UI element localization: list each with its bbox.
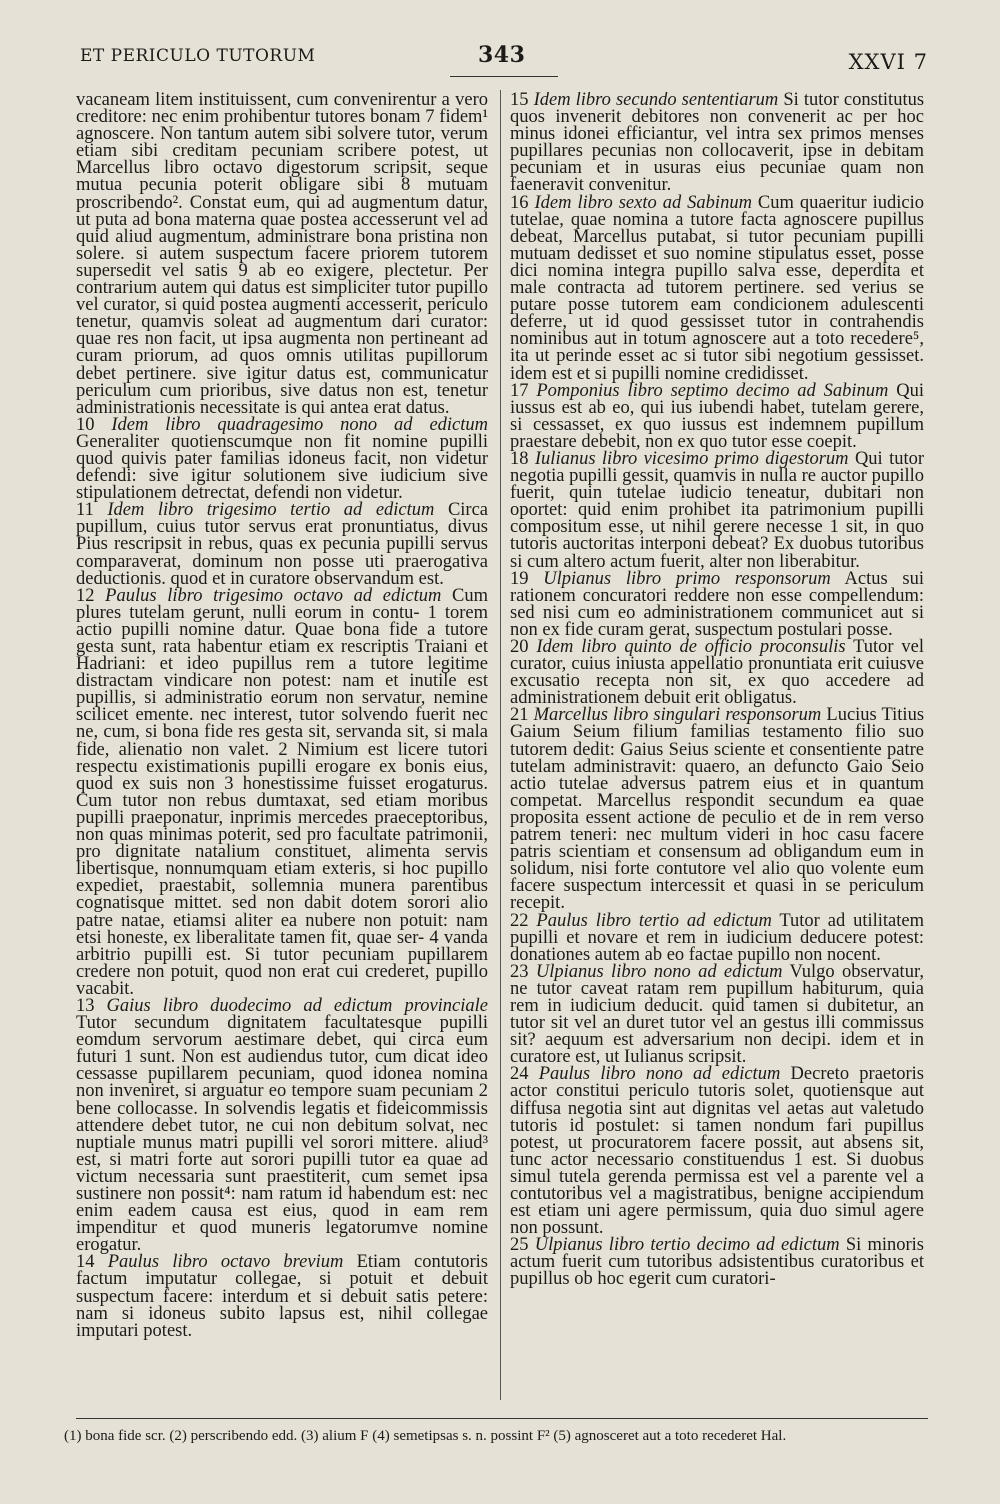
- fragment-inscription: Marcellus libro singulari responsorum: [533, 705, 822, 726]
- fragment-inscription: Paulus libro tertio ad edictum: [536, 910, 772, 931]
- fragment-entry: [76, 414, 488, 504]
- fragment-inscription: Paulus libro nono ad edictum: [538, 1064, 781, 1085]
- fragment-text: Tutor secundum dignitatem facultatesque pupilli eomdum servorum aestimare debet, qui circa eum futuri 1 sunt. Non est audiendus tutor, cum dicat ideo cessasse pupillarem pecuniam, quod idonea nomina non inveniret, si arguatur eo tempore suam pecuniam 2 bene collocasse. In solvendis legatis et fideicommissis attendere debet tutor, ne cui non debitum solvat, nec nuptiale munus matri pupilli vel sorori mittere. aliud³ est, si matri forte aut sorori pupilli tutor ea quae ad victum necessaria sunt praestiterit, cum semet ipsa sustinere non possit⁴: nam ratum id habendum est: nec enim eadem causa est eius, quod in eam rem impenditur et quod muneris legatorumve nomine erogatur.: [76, 1013, 488, 1256]
- fragment-entry: [510, 380, 924, 452]
- fragment-text: Decreto praetoris actor constitui periculo tutoris solet, quotiensque aut diffusa negotia sint aut dignitas vel aetas aut valetudo tutoris id postulet: si tamen nondum fari pupillus potest, ut procuratorem facere possit, aut absens sit, tunc actor necessario constituendus 1 est. Si duobus simul tutela gerenda permissa est vel a parente vel a contutoribus vel a magistratibus, benigne accipiendum est etiam uni agere permissum, quia duo simul agere non possunt.: [510, 1064, 924, 1239]
- fragment-number: 13: [76, 995, 95, 1016]
- fragment-number: 11: [76, 500, 94, 521]
- fragment-inscription: Ulpianus libro primo responsorum: [543, 568, 831, 589]
- fragment-entry: [76, 585, 488, 999]
- fragment-text: Cum quaeritur iudicio tutelae, quae nomina a tutore facta agnoscere pupillus debeat, Marcellus putabat, si tutor pecuniam pupilli mutuam dedisset et suo nomine stipulatus esset, posse dici nomina integra pupillo salva esse, deperdita et male contracta ad tutorem pertinere. sed verius se putare posse tutorem eam condicionem adulescenti deferre, ut id quod gessisset tutor in contrahendis nominibus aut in totum agnoscere aut a toto recedere⁵, ita ut perinde esset ac si tutor sibi negotium gessisset. idem est et si pupilli nomine credidisset.: [510, 192, 924, 384]
- fragment-number: 21: [510, 705, 529, 726]
- fragment-inscription: Iulianus libro vicesimo primo digestorum: [534, 448, 849, 469]
- fragment-number: 22: [510, 910, 529, 931]
- fragment-number: 12: [76, 585, 95, 606]
- fragment-number: 20: [510, 637, 529, 657]
- left-entries: [76, 414, 488, 1341]
- fragment-entry: [510, 910, 924, 965]
- fragment-inscription: Paulus libro octavo brevium: [107, 1252, 344, 1273]
- fragment-text: Cum plures tutelam gerunt, nulli eorum in contu- 1 torem actio pupilli nomine datur. Quae bona fide a tutore gesta sunt, rata habentur etiam ex rescriptis Traiani et Hadriani: et ideo pupillus rem a tutore legitime distractam vindicare non potest: nam et inutile est pupillis, si administratio eorum non servatur, nemine scilicet emente. nec interest, tutor solvendo fuerit nec ne, cum, si bona fide res gesta sit, servanda sit, si mala fide, alienatio non valet. 2 Nimium est licere tutori respectu existimationis pupilli erogare ex bonis eius, quod ex suis non 3 honestissime fuisset erogaturus. Cum tutor non rebus dumtaxat, sed etiam moribus pupilli praeponatur, inprimis mercedes praeceptoribus, non quas minimas poterit, sed pro facultate patrimonii, pro dignitate natalium constituet, alimenta servis libertisque, nonnumquam etiam exteris, si hoc pupillo expediet, praestabit, sollemnia munera parentibus cognatisque mittet. sed non dabit dotem sorori alio patre natae, etiamsi aliter ea nubere non potuit: nam etsi honeste, ex liberalitate tamen fit, quae ser- 4 vanda arbitrio pupilli est. Si tutor pecuniam pupillarem credere non potuit, quod non erat cui crederet, pupillo vacabit.: [76, 585, 488, 999]
- fragment-number: 18: [510, 448, 529, 469]
- fragment-number: 24: [510, 1064, 529, 1085]
- column-divider: [500, 90, 501, 1400]
- fragment-number: 25: [510, 1235, 529, 1256]
- fragment-text: Etiam contutoris factum imputatur collegae, si potuit et debuit suspectum facere: interdum et si debuit satis petere: nam si idoneus subito lapsus est, nihil collegae imputari potest.: [76, 1252, 488, 1341]
- fragment-text: Qui tutor negotia pupilli gessit, quamvis in nulla re auctor pupillo fuerit, quin tutelae iudicio teneatur, dubitari non oportet: quid enim prohibet ita patrimonium pupilli compositum esse, ut nihil gerere necesse 1 sit, in quo tutoris auctoritas interponi debeat? Ex duobus tutoribus si cum altero actum fuerit, alter non liberabitur.: [510, 448, 924, 572]
- fragment-inscription: Idem libro secundo sententiarum: [533, 92, 779, 110]
- fragment-entry: [76, 995, 488, 1256]
- fragment-text: Si tutor constitutus quos invenerit debitores non convenerit ac per hoc minus idonei efficiantur, vel intra sex primos menses pupillares pecunias non collocaverit, ipse in debitam pecuniam et in usuras eius pecuniae quam non faeneravit convenitur.: [510, 92, 924, 196]
- fragment-number: 17: [510, 380, 529, 401]
- fragment-entry: [510, 192, 924, 384]
- fragment-inscription: Paulus libro trigesimo octavo ad edictum: [105, 585, 442, 606]
- fragment-text: Vulgo observatur, ne tutor caveat ratam rem pupillum habiturum, quia rem in iudicium deducit. quid tamen si dubitetur, an tutor sit vel an duret tutor vel an gestus illi commissus sit? aequum est adversarium non decipi. idem et in curatore est, ut Iulianus scripsit.: [510, 961, 924, 1068]
- fragment-inscription: Idem libro quadragesimo nono ad edictum: [111, 414, 488, 435]
- fragment-number: 23: [510, 961, 529, 982]
- fragment-entry: [510, 1066, 924, 1237]
- fragment-inscription: Idem libro quinto de officio proconsulis: [536, 637, 846, 657]
- fragment-text: Tutor ad utilitatem pupilli et novare et rem in iudicium deducere potest: donationes autem ab eo factae pupillo non nocent.: [510, 910, 924, 965]
- fragment-inscription: Idem libro trigesimo tertio ad edictum: [107, 500, 435, 521]
- footnotes: (1) bona fide scr. (2) perscribendo edd. (3) alium F (4) semetipsas s. n. possint F² (5) agnosceret aut a toto recederet Hal.: [64, 1428, 787, 1444]
- fragment-text: Actus sui rationem concuratori reddere non esse compellendum: sed nisi cum eo administrationem communicet aut si non ex fide curam gerat, suspectum postulari posse.: [510, 568, 924, 640]
- fragment-entry: [510, 1237, 924, 1288]
- fragment-entry: [510, 448, 924, 572]
- fragment-text: Lucius Titius Gaium Seium filium familias testamento filio suo tutorem dedit: Gaius Seius sciente et consentiente patre tutelam administravit: quaero, an defuncto Gaio Seio actio tutelae adversus patrem eius et in quantum competat. Marcellus respondit secundum ea quae proposita essent actione de peculio et de in rem verso patrem teneri: nec multum videri in hoc casu facere patris scientiam et consensum ad obligandum eum in solidum, nisi forte contutore vel alio quo volente eum facere suspectum intercessit et quasi in se periculum recepit.: [510, 705, 924, 914]
- fragment-text: Qui iussus est ab eo, qui ius iubendi habet, tutelam gerere, si cessasset, ex quo iussus est indemnem pupillum praestare debebit, non ex quo tutor esse coepit.: [510, 380, 924, 452]
- fragment-entry: [510, 568, 924, 640]
- running-head: ET PERICULO TUTORUM: [80, 46, 316, 66]
- section-reference: XXVI 7: [848, 50, 928, 74]
- continued-text: vacaneam litem instituissent, cum convenirentur a vero creditore: nec enim prohibentur tutores bonam 7 fidem¹ agnoscere. Non tantum autem sibi solvere tutor, verum etiam sibi creditam pecuniam scribere potest, ut Marcellus libro octavo digestorum scripsit, seque mutua pecunia poterit obligare sibi 8 mutuam proscribendo². Constat eum, qui ad augmentum datur, ut puta ad bona materna quae postea accesserunt vel ad quid aliud augmentum, administrare bona pristina non solere. si autem suspectum facere priorem tutorem supersedit vel satis 9 ab eo exigere, plectetur. Per contrarium autem qui datus est simpliciter tutor pupillo vel curator, si quid postea augmenti accesserit, periculo tenetur, quamvis soleat ad augmentum dari curator: quae res non facit, ut ipsa augmenta non pertineant ad curam priorum, ad quos omnis utilitas pupillorum debet pertinere. sive igitur datus est, communicatur periculum cum prioribus, sive datus non est, tenetur administrationis necessitate is qui antea erat datus.: [76, 92, 488, 418]
- fragment-entry: [510, 961, 924, 1068]
- fragment-entry: [510, 92, 924, 195]
- fragment-entry: [510, 707, 924, 912]
- fragment-inscription: Ulpianus libro tertio decimo ad edictum: [534, 1235, 840, 1256]
- left-column: [76, 92, 488, 1410]
- fragment-number: 10: [76, 414, 95, 435]
- fragment-inscription: Ulpianus libro nono ad edictum: [535, 961, 783, 982]
- fragment-inscription: Idem libro sexto ad Sabinum: [534, 192, 752, 213]
- fragment-entry: [76, 502, 488, 587]
- fragment-entry: [76, 1254, 488, 1339]
- right-entries: [510, 92, 924, 1289]
- right-column: [510, 92, 924, 1410]
- fragment-text: Si minoris actum fuerit cum tutoribus adsistentibus curatoribus et pupillus ob hoc egerit cum curatori-: [510, 1235, 924, 1290]
- fragment-entry: [510, 639, 924, 707]
- page-number: 343: [478, 42, 526, 68]
- fragment-text: Generaliter quotienscumque non fit nomine pupilli quod quivis pater familias idoneus facit, non videtur defendi: sive igitur solutionem sive iudicium sive stipulationem detrectat, defendi non videtur.: [76, 431, 488, 504]
- fragment-inscription: Pomponius libro septimo decimo ad Sabinum: [536, 380, 889, 401]
- fragment-number: 16: [510, 192, 529, 213]
- fragment-inscription: Gaius libro duodecimo ad edictum provinciale: [106, 995, 488, 1016]
- fragment-number: 14: [76, 1252, 95, 1273]
- fragment-number: 19: [510, 568, 529, 589]
- fragment-number: 15: [510, 92, 529, 110]
- header-rule: [450, 76, 558, 77]
- footnote-rule: [76, 1418, 928, 1419]
- fragment-text: Tutor vel curator, cuius iniusta appellatio pronuntiata erit cuiusve excusatio recepta non sit, ex quo accedere ad administrationem debuit erit obligatus.: [510, 637, 924, 709]
- fragment-text: Circa pupillum, cuius tutor servus erat pronuntiatus, divus Pius rescripsit in rebus, quas ex pecunia pupilli servus comparaverat, dominum non posse uti praerogativa deductionis. quod et in curatore observandum est.: [76, 500, 488, 589]
